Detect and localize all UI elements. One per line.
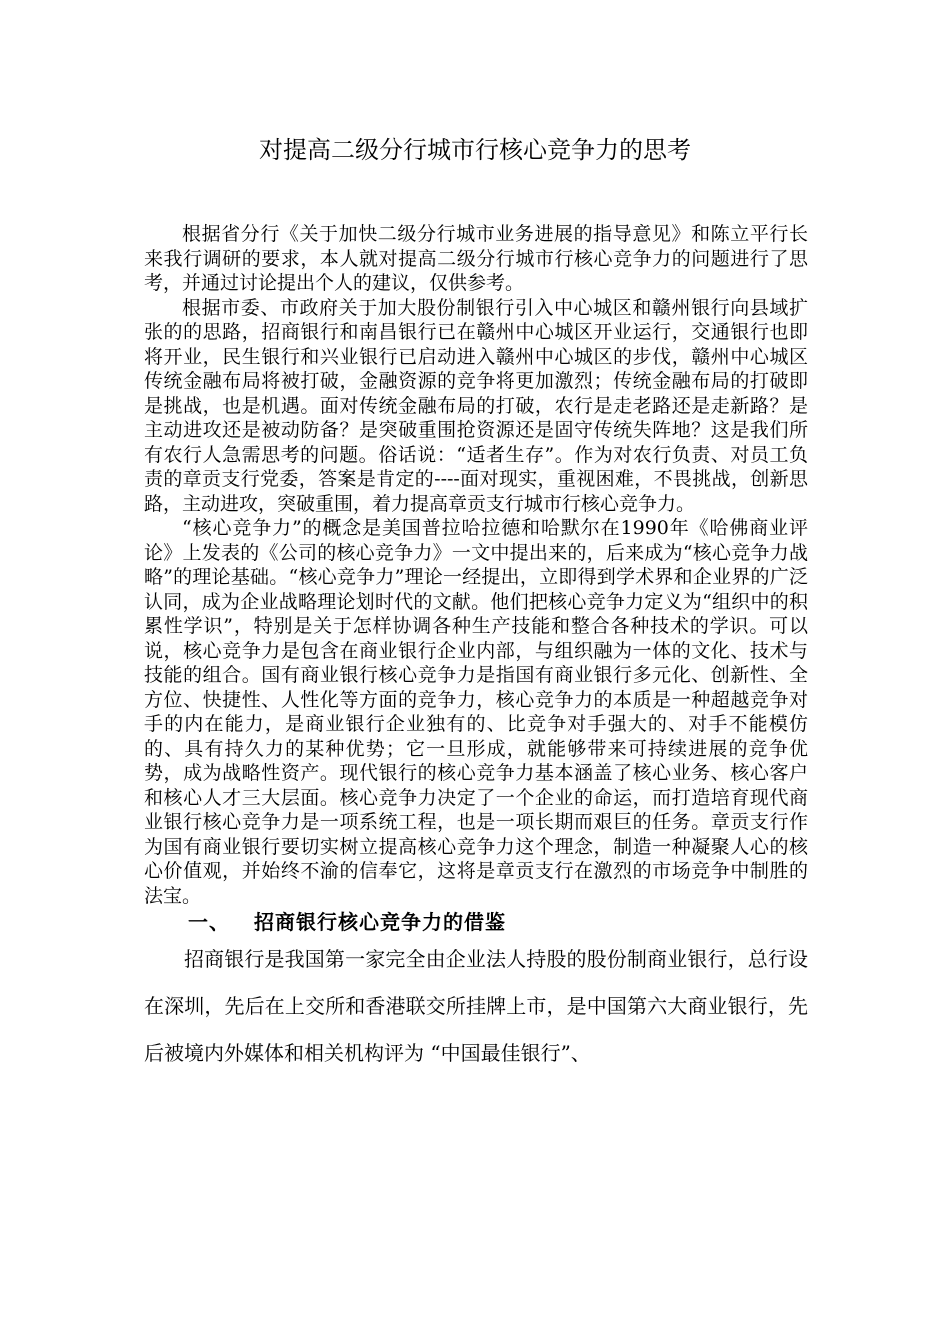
intro-block — [144, 222, 808, 908]
section-title: 招商银行核心竞争力的借鉴 — [254, 910, 506, 934]
section-heading — [144, 908, 808, 936]
document-title: 对提高二级分行城市行核心竞争力的思考 — [259, 136, 691, 164]
paragraph-core-competence: “核心竞争力”的概念是美国普拉哈拉德和哈默尔在1990年《哈佛商业评论》上发表的《公司的核心竞争力》一文中提出来的，后来成为“核心竞争力战略”的理论基础。“核心竞争力”理论一经提出，立即得到学术界和企业界的广泛认同，成为企业战略理论划时代的文献。他们把核心竞争力定义为“组织中的积累性学识”，特别是关于怎样协调各种生产技能和整合各种技术的学识。可以说，核心竞争力是包含在商业银行企业内部，与组织融为一体的文化、技术与技能的组合。国有商业银行核心竞争力是指国有商业银行多元化、创新性、全方位、快捷性、人性化等方面的竞争力，核心竞争力的本质是一种超越竞争对手的内在能力，是商业银行企业独有的、比竞争对手强大的、对手不能模仿的、具有持久力的某种优势；它一旦形成，就能够带来可持续进展的竞争优势，成为战略性资产。现代银行的核心竞争力基本涵盖了核心业务、核心客户和核心人才三大层面。核心竞争力决定了一个企业的命运，而打造培育现代商业银行核心竞争力是一项系统工程，也是一项长期而艰巨的任务。章贡支行作为国有商业银行要切实树立提高核心竞争力这个理念，制造一种凝聚人心的核心价值观，并始终不渝的信奉它，这将是章贡支行在激烈的市场竞争中制胜的法宝。 — [144, 517, 808, 907]
paragraph-background: 根据市委、市政府关于加大股份制银行引入中心城区和赣州银行向县域扩张的的思路，招商银行和南昌银行已在赣州中心城区开业运行，交通银行也即将开业，民生银行和兴业银行已启动进入赣州中心城区的步伐，赣州中心城区传统金融布局将被打破，金融资源的竞争将更加激烈；传统金融布局的打破即是挑战，也是机遇。面对传统金融布局的打破，农行是走老路还是走新路？是主动进攻还是被动防备？是突破重围抢资源还是固守传统失阵地？这是我们所有农行人急需思考的问题。俗话说：“适者生存”。作为对农行负责、对员工负责的章贡支行党委，答案是肯定的----面对现实，重视困难，不畏挑战，创新思路，主动进攻，突破重围，着力提高章贡支行城市行核心竞争力。 — [144, 296, 808, 515]
paragraph-intro: 根据省分行《关于加快二级分行城市业务进展的指导意见》和陈立平行长来我行调研的要求，本人就对提高二级分行城市行核心竞争力的问题进行了思考，并通过讨论提出个人的建议，仅供参考。 — [144, 223, 808, 294]
document-body — [144, 222, 808, 1077]
paragraph-cmb: 招商银行是我国第一家完全由企业法人持股的股份制商业银行，总行设在深圳，先后在上交所和香港联交所挂牌上市，是中国第六大商业银行，先后被境内外媒体和相关机构评为 “中国最佳银行”、 — [144, 947, 808, 1065]
section-block — [144, 936, 808, 1077]
section-number: 一、 — [188, 910, 230, 934]
